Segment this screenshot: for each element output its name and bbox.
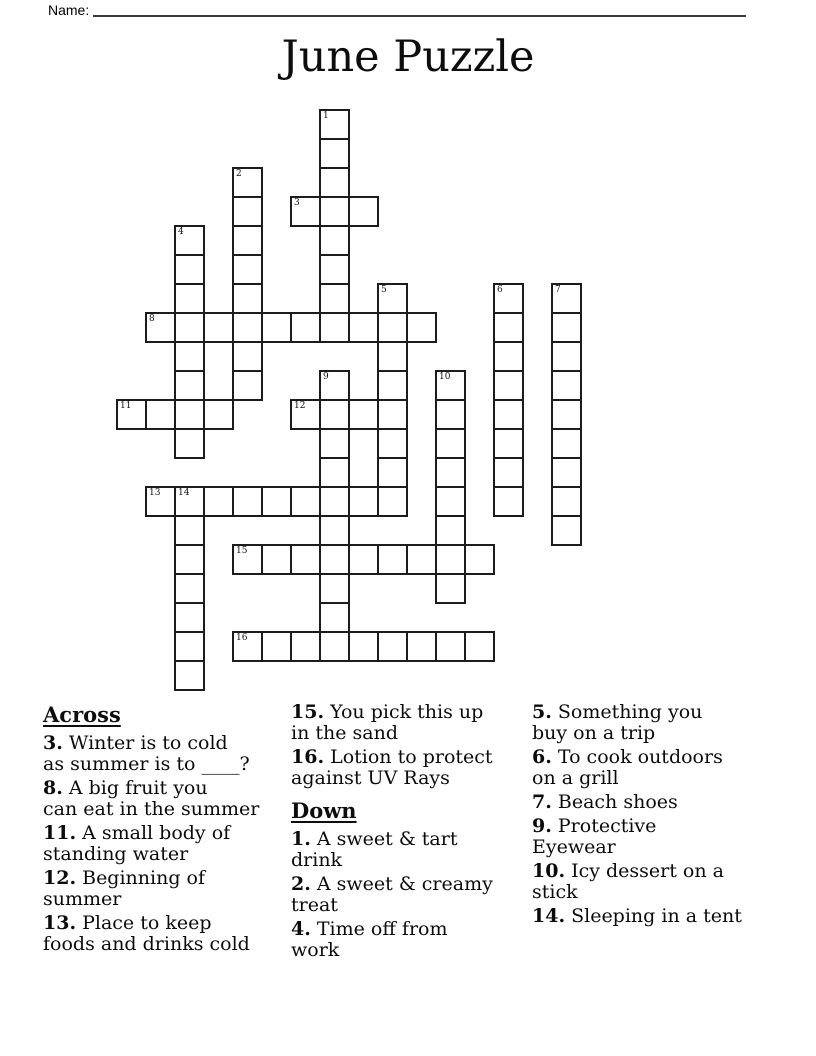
grid-cell[interactable] bbox=[174, 341, 205, 372]
clue-item: 11. A small body of standing water bbox=[43, 822, 231, 865]
grid-cell[interactable] bbox=[377, 370, 408, 401]
grid-cell[interactable] bbox=[319, 254, 350, 285]
grid-cell[interactable] bbox=[406, 631, 437, 662]
grid-cell[interactable] bbox=[551, 312, 582, 343]
clue-number: 1. bbox=[291, 828, 311, 850]
grid-cell[interactable] bbox=[377, 428, 408, 459]
grid-cell[interactable] bbox=[435, 631, 466, 662]
grid-cell-number: 13 bbox=[149, 488, 161, 498]
grid-cell[interactable] bbox=[464, 544, 495, 575]
grid-cell[interactable] bbox=[261, 544, 292, 575]
grid-cell-number: 2 bbox=[236, 169, 242, 179]
grid-cell[interactable] bbox=[290, 312, 321, 343]
grid-cell[interactable] bbox=[406, 312, 437, 343]
grid-cell[interactable] bbox=[377, 312, 408, 343]
grid-cell[interactable] bbox=[551, 341, 582, 372]
grid-cell[interactable] bbox=[464, 631, 495, 662]
grid-cell[interactable] bbox=[435, 544, 466, 575]
clue-item: 3. Winter is to cold as summer is to ____? bbox=[43, 732, 250, 775]
clue-item: 1. A sweet & tart drink bbox=[291, 828, 458, 871]
grid-cell-number: 4 bbox=[178, 227, 184, 237]
grid-cell[interactable] bbox=[551, 370, 582, 401]
grid-cell[interactable] bbox=[319, 138, 350, 169]
grid-cell[interactable] bbox=[377, 399, 408, 430]
grid-cell[interactable] bbox=[232, 283, 263, 314]
grid-cell[interactable] bbox=[319, 399, 350, 430]
clue-item: 12. Beginning of summer bbox=[43, 867, 206, 910]
grid-cell[interactable] bbox=[290, 544, 321, 575]
clue-number: 11. bbox=[43, 822, 77, 844]
grid-cell[interactable] bbox=[551, 486, 582, 517]
clue-number: 15. bbox=[291, 701, 325, 723]
grid-cell[interactable] bbox=[232, 225, 263, 256]
grid-cell[interactable] bbox=[174, 631, 205, 662]
grid-cell[interactable] bbox=[377, 631, 408, 662]
grid-cell[interactable] bbox=[174, 312, 205, 343]
grid-cell[interactable] bbox=[203, 399, 234, 430]
clue-item: 2. A sweet & creamy treat bbox=[291, 873, 493, 916]
clue-item: 16. Lotion to protect against UV Rays bbox=[291, 746, 493, 789]
clue-item: 4. Time off from work bbox=[291, 918, 448, 961]
grid-cell[interactable] bbox=[319, 602, 350, 633]
grid-cell[interactable] bbox=[435, 573, 466, 604]
clue-number: 13. bbox=[43, 912, 77, 934]
grid-cell[interactable] bbox=[493, 486, 524, 517]
grid-cell[interactable] bbox=[435, 457, 466, 488]
grid-cell[interactable] bbox=[174, 428, 205, 459]
grid-cell[interactable] bbox=[319, 573, 350, 604]
grid-cell[interactable] bbox=[348, 312, 379, 343]
grid-cell[interactable] bbox=[348, 544, 379, 575]
grid-cell[interactable] bbox=[174, 370, 205, 401]
name-label: Name: bbox=[48, 2, 90, 18]
grid-cell-number: 3 bbox=[294, 198, 300, 208]
grid-cell-number: 9 bbox=[323, 372, 329, 382]
page-title: June Puzzle bbox=[281, 32, 535, 82]
clue-number: 9. bbox=[532, 815, 552, 837]
clue-column-2 bbox=[291, 702, 527, 964]
grid-cell-number: 6 bbox=[497, 285, 503, 295]
grid-cell[interactable] bbox=[406, 544, 437, 575]
grid-cell[interactable] bbox=[377, 544, 408, 575]
clue-list-heading: Down bbox=[291, 798, 357, 823]
grid-cell[interactable] bbox=[435, 515, 466, 546]
grid-cell[interactable] bbox=[348, 486, 379, 517]
grid-cell[interactable] bbox=[174, 660, 205, 691]
grid-cell[interactable] bbox=[493, 341, 524, 372]
clue-item: 14. Sleeping in a tent bbox=[532, 905, 742, 927]
grid-cell[interactable] bbox=[203, 486, 234, 517]
clue-item: 6. To cook outdoors on a grill bbox=[532, 746, 723, 789]
grid-cell[interactable] bbox=[261, 486, 292, 517]
grid-cell-number: 11 bbox=[120, 401, 132, 411]
grid-cell[interactable] bbox=[232, 486, 263, 517]
grid-cell[interactable] bbox=[261, 631, 292, 662]
grid-cell-number: 12 bbox=[294, 401, 306, 411]
grid-cell[interactable] bbox=[377, 457, 408, 488]
clue-item: 8. A big fruit you can eat in the summer bbox=[43, 777, 260, 820]
grid-cell-number: 5 bbox=[381, 285, 387, 295]
grid-cell[interactable] bbox=[145, 399, 176, 430]
clue-number: 4. bbox=[291, 918, 311, 940]
grid-cell[interactable] bbox=[551, 515, 582, 546]
grid-cell[interactable] bbox=[232, 341, 263, 372]
grid-cell[interactable] bbox=[493, 457, 524, 488]
clue-number: 3. bbox=[43, 732, 63, 754]
grid-cell[interactable] bbox=[261, 312, 292, 343]
grid-cell[interactable] bbox=[319, 544, 350, 575]
grid-cell-number: 15 bbox=[236, 546, 248, 556]
clue-column-1 bbox=[43, 702, 295, 958]
clue-item: 5. Something you buy on a trip bbox=[532, 701, 703, 744]
grid-cell[interactable] bbox=[551, 457, 582, 488]
grid-cell[interactable] bbox=[319, 631, 350, 662]
clue-item: 15. You pick this up in the sand bbox=[291, 701, 484, 744]
grid-cell[interactable] bbox=[435, 399, 466, 430]
grid-cell[interactable] bbox=[290, 631, 321, 662]
grid-cell[interactable] bbox=[174, 544, 205, 575]
grid-cell[interactable] bbox=[174, 515, 205, 546]
clue-number: 2. bbox=[291, 873, 311, 895]
clue-number: 6. bbox=[532, 746, 552, 768]
grid-cell[interactable] bbox=[174, 399, 205, 430]
grid-cell[interactable] bbox=[551, 428, 582, 459]
grid-cell[interactable] bbox=[493, 399, 524, 430]
grid-cell[interactable] bbox=[435, 486, 466, 517]
grid-cell[interactable] bbox=[377, 486, 408, 517]
grid-cell-number: 10 bbox=[439, 372, 451, 382]
clue-number: 7. bbox=[532, 791, 552, 813]
grid-cell[interactable] bbox=[290, 486, 321, 517]
grid-cell[interactable] bbox=[174, 283, 205, 314]
clue-number: 10. bbox=[532, 860, 566, 882]
grid-cell[interactable] bbox=[319, 312, 350, 343]
grid-cell[interactable] bbox=[348, 196, 379, 227]
clue-number: 14. bbox=[532, 905, 566, 927]
grid-cell-number: 8 bbox=[149, 314, 155, 324]
grid-cell[interactable] bbox=[319, 167, 350, 198]
grid-cell[interactable] bbox=[377, 341, 408, 372]
grid-cell[interactable] bbox=[348, 631, 379, 662]
clue-item: 9. Protective Eyewear bbox=[532, 815, 657, 858]
clue-item: 13. Place to keep foods and drinks cold bbox=[43, 912, 250, 955]
grid-cell-number: 1 bbox=[323, 111, 329, 121]
grid-cell[interactable] bbox=[232, 196, 263, 227]
grid-cell[interactable] bbox=[174, 573, 205, 604]
grid-cell[interactable] bbox=[551, 399, 582, 430]
grid-cell[interactable] bbox=[232, 254, 263, 285]
clue-number: 16. bbox=[291, 746, 325, 768]
grid-cell[interactable] bbox=[174, 254, 205, 285]
clue-number: 8. bbox=[43, 777, 63, 799]
grid-cell[interactable] bbox=[319, 283, 350, 314]
grid-cell[interactable] bbox=[203, 312, 234, 343]
grid-cell[interactable] bbox=[174, 602, 205, 633]
clue-number: 5. bbox=[532, 701, 552, 723]
clue-column-3 bbox=[532, 702, 788, 930]
grid-cell[interactable] bbox=[493, 428, 524, 459]
grid-cell[interactable] bbox=[232, 312, 263, 343]
grid-cell[interactable] bbox=[319, 428, 350, 459]
grid-cell-number: 14 bbox=[178, 488, 190, 498]
clue-item: 10. Icy dessert on a stick bbox=[532, 860, 724, 903]
grid-cell[interactable] bbox=[493, 312, 524, 343]
clue-list-heading: Across bbox=[43, 702, 121, 727]
grid-cell[interactable] bbox=[319, 225, 350, 256]
grid-cell[interactable] bbox=[319, 196, 350, 227]
grid-cell[interactable] bbox=[435, 428, 466, 459]
grid-cell[interactable] bbox=[232, 370, 263, 401]
grid-cell[interactable] bbox=[319, 457, 350, 488]
grid-cell[interactable] bbox=[319, 515, 350, 546]
grid-cell[interactable] bbox=[493, 370, 524, 401]
clue-item: 7. Beach shoes bbox=[532, 791, 678, 813]
grid-cell[interactable] bbox=[348, 399, 379, 430]
clue-number: 12. bbox=[43, 867, 77, 889]
grid-cell-number: 7 bbox=[555, 285, 561, 295]
grid-cell[interactable] bbox=[319, 486, 350, 517]
grid-cell-number: 16 bbox=[236, 633, 248, 643]
